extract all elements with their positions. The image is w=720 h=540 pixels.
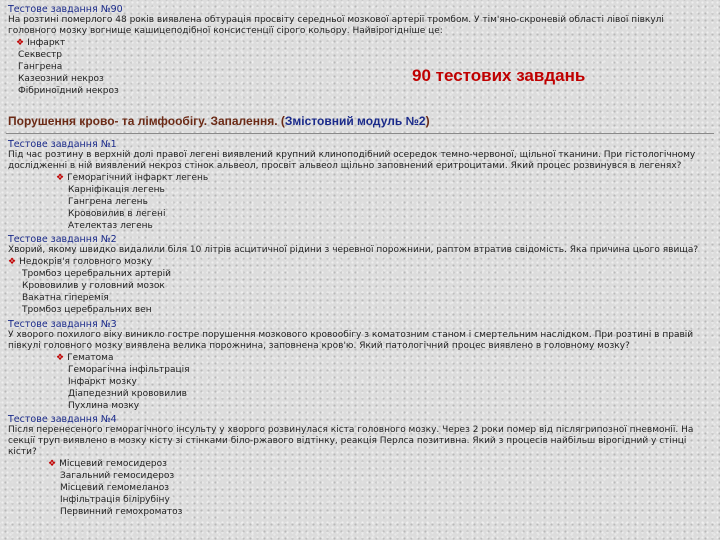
option: Казеозний некроз — [18, 74, 104, 84]
options-list — [18, 37, 712, 97]
option: Загальний гемосидероз — [60, 471, 175, 481]
option: Пухлина мозку — [68, 401, 140, 411]
option: Геморагічна інфільтрація — [68, 365, 190, 375]
option: Ателектаз легень — [68, 221, 153, 231]
option: Тромбоз церебральних вен — [22, 305, 152, 315]
question-90 — [8, 4, 712, 97]
option: Місцевий гемомеланоз — [60, 483, 170, 493]
question-text: У хворого похилого віку виникло гостре порушення мозкового кровообігу з коматозним станом і смертельним наслідком. При розтині в правій півкулі головного мозку виявлена велика порожнина, заповнена кров'ю. Який патологічний процес виявлено в головному мозку? — [8, 330, 694, 351]
option: Крововилив в легені — [68, 209, 166, 219]
option: Вакатна гіперемія — [22, 293, 109, 303]
option: Гангрена легень — [68, 197, 148, 207]
option-correct: ❖ Гематома — [56, 352, 712, 364]
question-4 — [8, 414, 712, 518]
question-1 — [8, 139, 712, 232]
options-list — [68, 172, 712, 232]
section-close: ) — [425, 114, 430, 128]
question-title: Тестове завдання №1 — [8, 139, 117, 150]
question-2 — [8, 234, 712, 316]
options-list — [68, 352, 712, 412]
slide-title: 90 тестових завдань — [412, 66, 586, 85]
option: Гангрена — [18, 62, 63, 72]
section-module: Змістовний модуль №2 — [284, 114, 426, 128]
question-text: Хворий, якому швидко видалили біля 10 літрів асцитичної рідини з черевної порожнини, раптом втратив свідомість. Яка причина цього явища? — [8, 245, 699, 255]
question-title: Тестове завдання №90 — [8, 4, 123, 15]
option: Тромбоз церебральних артерій — [22, 269, 171, 279]
option: Первинний гемохроматоз — [60, 507, 183, 517]
option: Інфільтрація білірубіну — [60, 495, 170, 505]
question-text: На розтині померлого 48 років виявлена обтурація просвіту середньої мозкової артерії тромбом. У тім'яно-скроневій області лівої півкулі головного мозку вогнище кашицеподібної консистенції сірого кольору. Найвірогідніше це: — [8, 15, 664, 36]
section-main: Порушення крово- та лімфообігу. Запалення. ( — [8, 114, 285, 128]
option-correct: ❖ Недокрів'я головного мозку — [8, 256, 712, 268]
options-list — [60, 458, 712, 518]
question-title: Тестове завдання №2 — [8, 234, 117, 245]
question-text: Після перенесеного геморагічного інсульту у хворого розвинулася кіста головного мозку. Через 2 роки помер від післягрипозної пневмонії. На секції труп виявлено в мозку кісту зі стінками біло-ржавого відтінку, реакція Перлса позитивна. Який з процесів найбільш вірогідний у стінці кісти? — [8, 425, 694, 457]
question-3 — [8, 319, 712, 412]
divider — [6, 133, 714, 134]
option-correct: ❖ Геморагічний інфаркт легень — [56, 172, 712, 184]
question-title: Тестове завдання №4 — [8, 414, 117, 425]
question-text: Під час розтину в верхній долі правої легені виявлений крупний клиноподібний осередок темно-червоної, щільної тканини. При гістологічному дослідженні в ній виявлений некроз стінок альвеол, просвіт альвеол щільно заповнений еритроцитами. Який процес розвинувся в легенях? — [8, 150, 696, 171]
question-title: Тестове завдання №3 — [8, 319, 117, 330]
option-correct: ❖ Інфаркт — [16, 37, 712, 49]
option-correct: ❖ Місцевий гемосидероз — [48, 458, 712, 470]
option: Діапедезний крововилив — [68, 389, 187, 399]
option: Карніфікація легень — [68, 185, 165, 195]
option: Фібриноїдний некроз — [18, 86, 119, 96]
options-list — [19, 256, 712, 316]
section-heading — [8, 114, 430, 128]
option: Крововилив у головний мозок — [22, 281, 165, 291]
option: Інфаркт мозку — [68, 377, 137, 387]
option: Секвестр — [18, 50, 63, 60]
